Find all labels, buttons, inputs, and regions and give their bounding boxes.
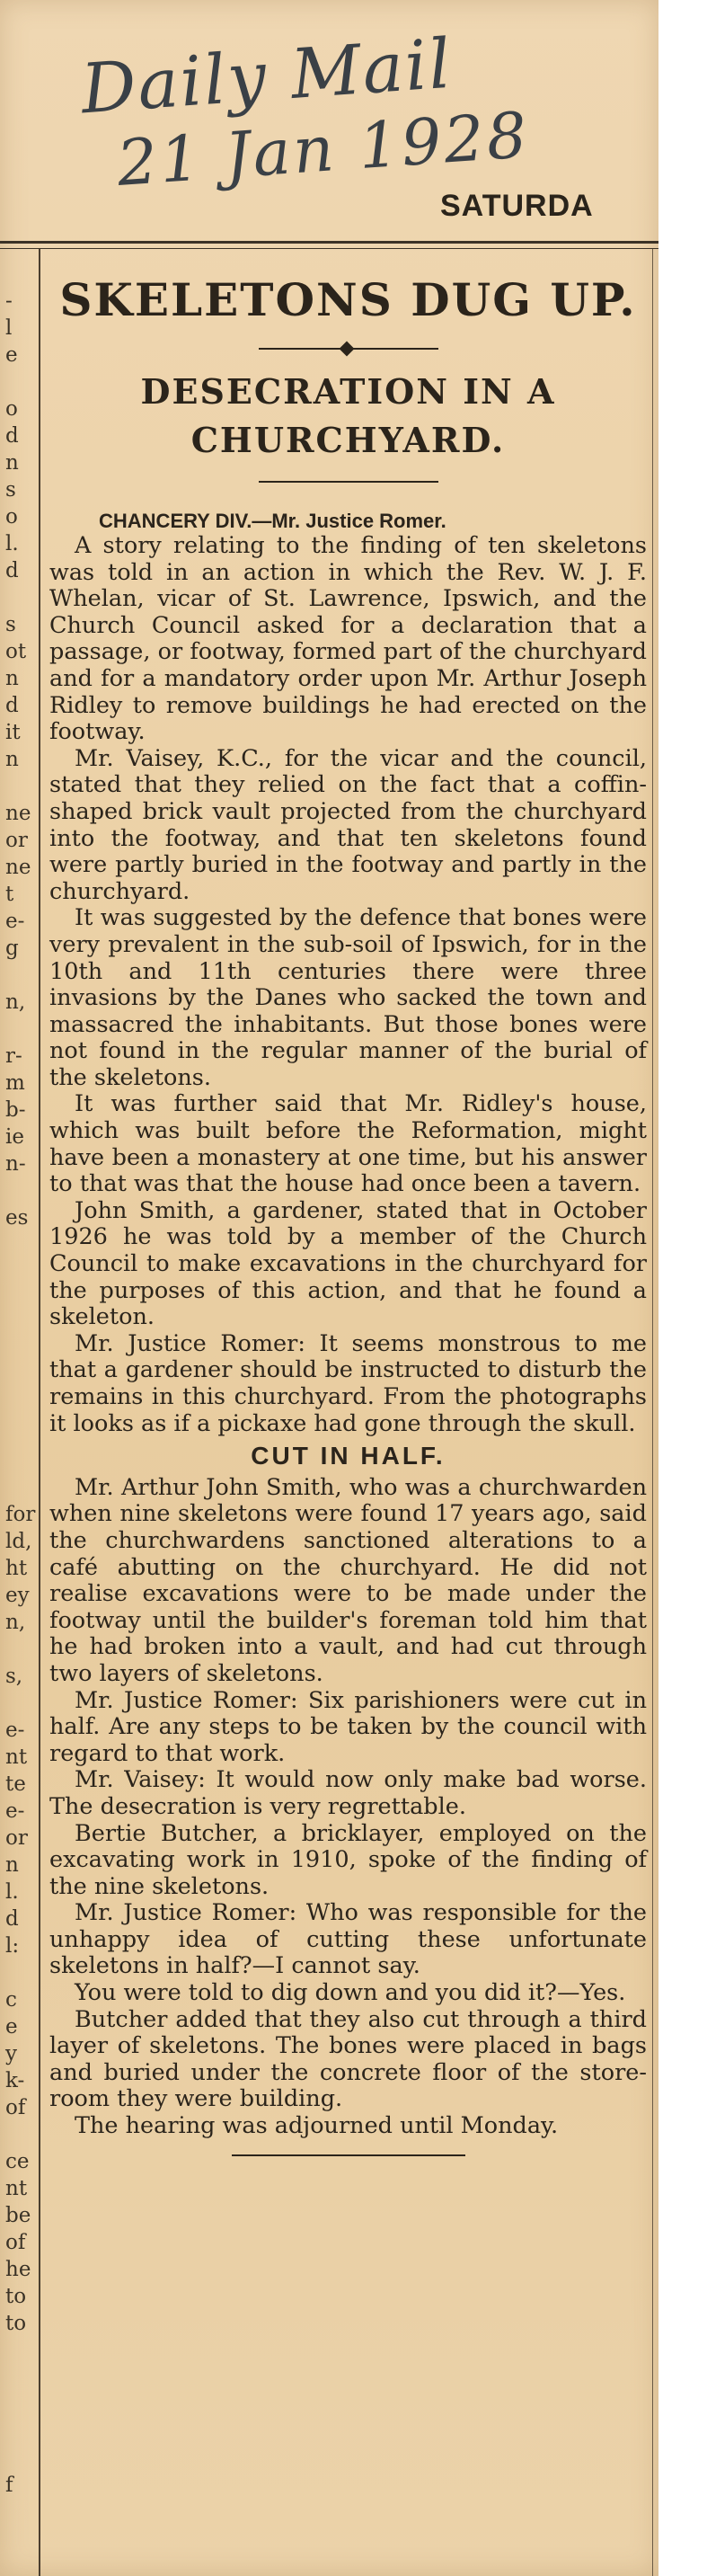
masthead-fragment: SATURDA <box>440 189 594 223</box>
column-fragment: s <box>5 613 16 636</box>
column-fragment: ot <box>5 640 27 663</box>
column-fragment: d <box>5 424 19 448</box>
column-fragment <box>5 1393 36 1420</box>
column-fragment: ce <box>5 2150 30 2173</box>
column-fragment <box>5 584 36 611</box>
column-fragment: c <box>5 1988 17 2012</box>
column-fragment: n <box>5 1853 19 1877</box>
column-fragment: ld, <box>5 1530 32 1553</box>
column-fragment: te <box>5 1772 26 1796</box>
column-fragment: k- <box>5 2069 25 2092</box>
court-line: CHANCERY DIV.—Mr. Justice Romer. <box>99 510 446 532</box>
paragraph: Mr. Arthur John Smith, who was a churchwarden when nine skeletons were found 17 years ago, said the churchwardens sanctioned alterations to a café abutting on the churchyard. He did not realise excavations were to be made under the footway until the builder's foreman told him that he had broken into a vault, and had cut through two layers of skeletons. <box>49 1473 647 1687</box>
column-fragment: he <box>5 2258 31 2281</box>
column-fragment <box>5 1016 36 1043</box>
column-fragment: l: <box>5 1934 20 1958</box>
column-fragment <box>5 2445 36 2472</box>
column-fragment: to <box>5 2312 27 2335</box>
masthead-rule <box>0 241 658 244</box>
paragraph: John Smith, a gardener, stated that in October 1926 he was told by a member of the Church Council to make excavations in the churchyard for the purposes of this action, and that he found a skeleton. <box>49 1196 647 1331</box>
column-fragment: ie <box>5 1125 24 1149</box>
column-fragment: e- <box>5 910 25 933</box>
masthead-rule-thin <box>0 248 658 249</box>
column-fragment: l <box>5 316 13 340</box>
end-rule <box>232 2154 465 2156</box>
column-fragment: n <box>5 748 19 771</box>
column-fragment <box>5 1420 36 1447</box>
column-fragment: e- <box>5 1799 25 1823</box>
column-fragment: nt <box>5 1745 28 1769</box>
subheadline: DESECRATION IN A CHURCHYARD. <box>140 371 556 460</box>
column-fragment: m <box>5 1071 25 1095</box>
column-fragment: n <box>5 667 19 690</box>
column-fragment: n, <box>5 990 26 1014</box>
column-fragment: for <box>5 1503 36 1526</box>
column-fragment: n, <box>5 1611 26 1634</box>
article <box>49 252 647 2156</box>
column-fragment: of <box>5 2231 26 2254</box>
paragraph: Butcher added that they also cut through a third layer of skeletons. The bones were placed in bags and buried under the concrete floor of the store-room they were building. <box>49 2005 647 2113</box>
paragraph: The hearing was adjourned until Monday. <box>75 2112 559 2140</box>
column-fragment <box>5 2337 36 2364</box>
paragraph: Mr. Justice Romer: It seems monstrous to me that a gardener should be instructed to disturb the remains in this churchyard. From the photographs it looks as if a pickaxe had gone through the skull. <box>49 1329 647 1437</box>
paragraph: A story relating to the finding of ten skeletons was told in an action in which the Rev. W. J. F. Whelan, vicar of St. Lawrence, Ipswich, and the Church Council asked for a declaration that a passage, or footway, formed part of the churchyard and for a mandatory order upon Mr. Arthur Joseph Ridley to remove buildings he had erected on the footway. <box>49 532 647 746</box>
column-fragment <box>5 962 36 989</box>
column-fragment: y <box>5 2042 17 2065</box>
column-fragment: r- <box>5 1044 22 1068</box>
handwritten-date: 21 Jan 1928 <box>114 98 532 200</box>
column-fragment <box>5 1447 36 1474</box>
column-fragment <box>5 1690 36 1717</box>
column-fragment <box>5 1177 36 1204</box>
column-fragment <box>5 2364 36 2391</box>
column-fragment: ne <box>5 802 31 825</box>
ornamental-rule <box>259 342 438 355</box>
paragraph: Mr. Vaisey, K.C., for the vicar and the council, stated that they relied on the fact that a coffin-shaped brick vault projected from the churchyard into the footway, and that ten skeletons found were partly buried in the footway and partly in the churchyard. <box>49 744 647 905</box>
paragraph: Mr. Justice Romer: Six parishioners were cut in half. Are any steps to be taken by the council with regard to that work. <box>49 1686 647 1767</box>
column-fragment <box>5 1366 36 1393</box>
column-fragment <box>5 1312 36 1339</box>
column-fragment: or <box>5 1826 28 1850</box>
column-fragment <box>5 1636 36 1663</box>
section-subheading: CUT IN HALF. <box>251 1442 446 1470</box>
column-fragment: g <box>5 937 19 960</box>
article-body <box>49 533 647 2140</box>
column-fragment: n- <box>5 1152 26 1176</box>
column-fragment: d <box>5 694 19 717</box>
column-divider <box>39 249 40 2576</box>
paragraph: Mr. Vaisey: It would now only make bad worse. The desecration is very regrettable. <box>49 1766 647 1820</box>
paragraph: It was suggested by the defence that bones were very prevalent in the sub-soil of Ipswich, for in the 10th and 11th centuries there were three invasions by the Danes who sacked the town and massacred the inhabitants. But those bones were not found in the regular manner of the burial of the skeletons. <box>49 904 647 1091</box>
column-fragment <box>5 2418 36 2445</box>
section-rule <box>259 481 438 483</box>
column-fragment: l. <box>5 1880 19 1904</box>
column-fragment: nt <box>5 2177 28 2200</box>
column-fragment: d <box>5 1907 19 1931</box>
paragraph: You were told to dig down and you did it?—Yes. <box>75 1979 626 2007</box>
column-fragment <box>5 1285 36 1312</box>
column-fragment: t <box>5 883 14 906</box>
paragraph: Mr. Justice Romer: Who was responsible for the unhappy idea of cutting these unfortunate skeletons in half?—I cannot say. <box>49 1899 647 1980</box>
column-fragment: o <box>5 505 18 529</box>
column-fragment: b- <box>5 1098 26 1122</box>
column-fragment: e <box>5 2015 18 2039</box>
column-fragment <box>5 1339 36 1366</box>
adjacent-column-fragments <box>5 288 36 2499</box>
column-fragment: - <box>5 289 13 313</box>
column-fragment <box>5 1258 36 1285</box>
column-fragment: to <box>5 2285 27 2308</box>
paragraph: Bertie Butcher, a bricklayer, employed on the excavating work in 1910, spoke of the finding of the nine skeletons. <box>49 1819 647 1900</box>
column-fragment: s, <box>5 1665 23 1688</box>
column-edge <box>652 249 653 2576</box>
handwritten-source: Daily Mail <box>78 22 455 129</box>
column-fragment: n <box>5 451 19 475</box>
column-fragment: ey <box>5 1584 30 1607</box>
column-fragment <box>5 369 36 395</box>
column-fragment: s <box>5 478 16 502</box>
column-fragment: ht <box>5 1557 28 1580</box>
column-fragment <box>5 1231 36 1258</box>
column-fragment: e- <box>5 1719 25 1742</box>
column-fragment: es <box>5 1206 29 1230</box>
column-fragment: f <box>5 2474 13 2497</box>
headline: SKELETONS DUG UP. <box>59 273 637 326</box>
column-fragment: of <box>5 2096 26 2119</box>
background-margin <box>658 0 707 2576</box>
column-fragment: or <box>5 829 28 852</box>
column-fragment <box>5 773 36 800</box>
column-fragment <box>5 2391 36 2418</box>
column-fragment: e <box>5 343 18 367</box>
column-fragment: it <box>5 721 21 744</box>
column-fragment: d <box>5 559 19 582</box>
column-fragment <box>5 1474 36 1501</box>
column-fragment: be <box>5 2204 31 2227</box>
column-fragment: ne <box>5 856 31 879</box>
column-fragment <box>5 2121 36 2148</box>
column-fragment <box>5 1959 36 1986</box>
column-fragment: o <box>5 397 18 421</box>
column-fragment: l. <box>5 532 19 555</box>
paragraph: It was further said that Mr. Ridley's house, which was built before the Reformation, might have been a monastery at one time, but his answer to that was that the house had once been a tavern. <box>49 1090 647 1198</box>
